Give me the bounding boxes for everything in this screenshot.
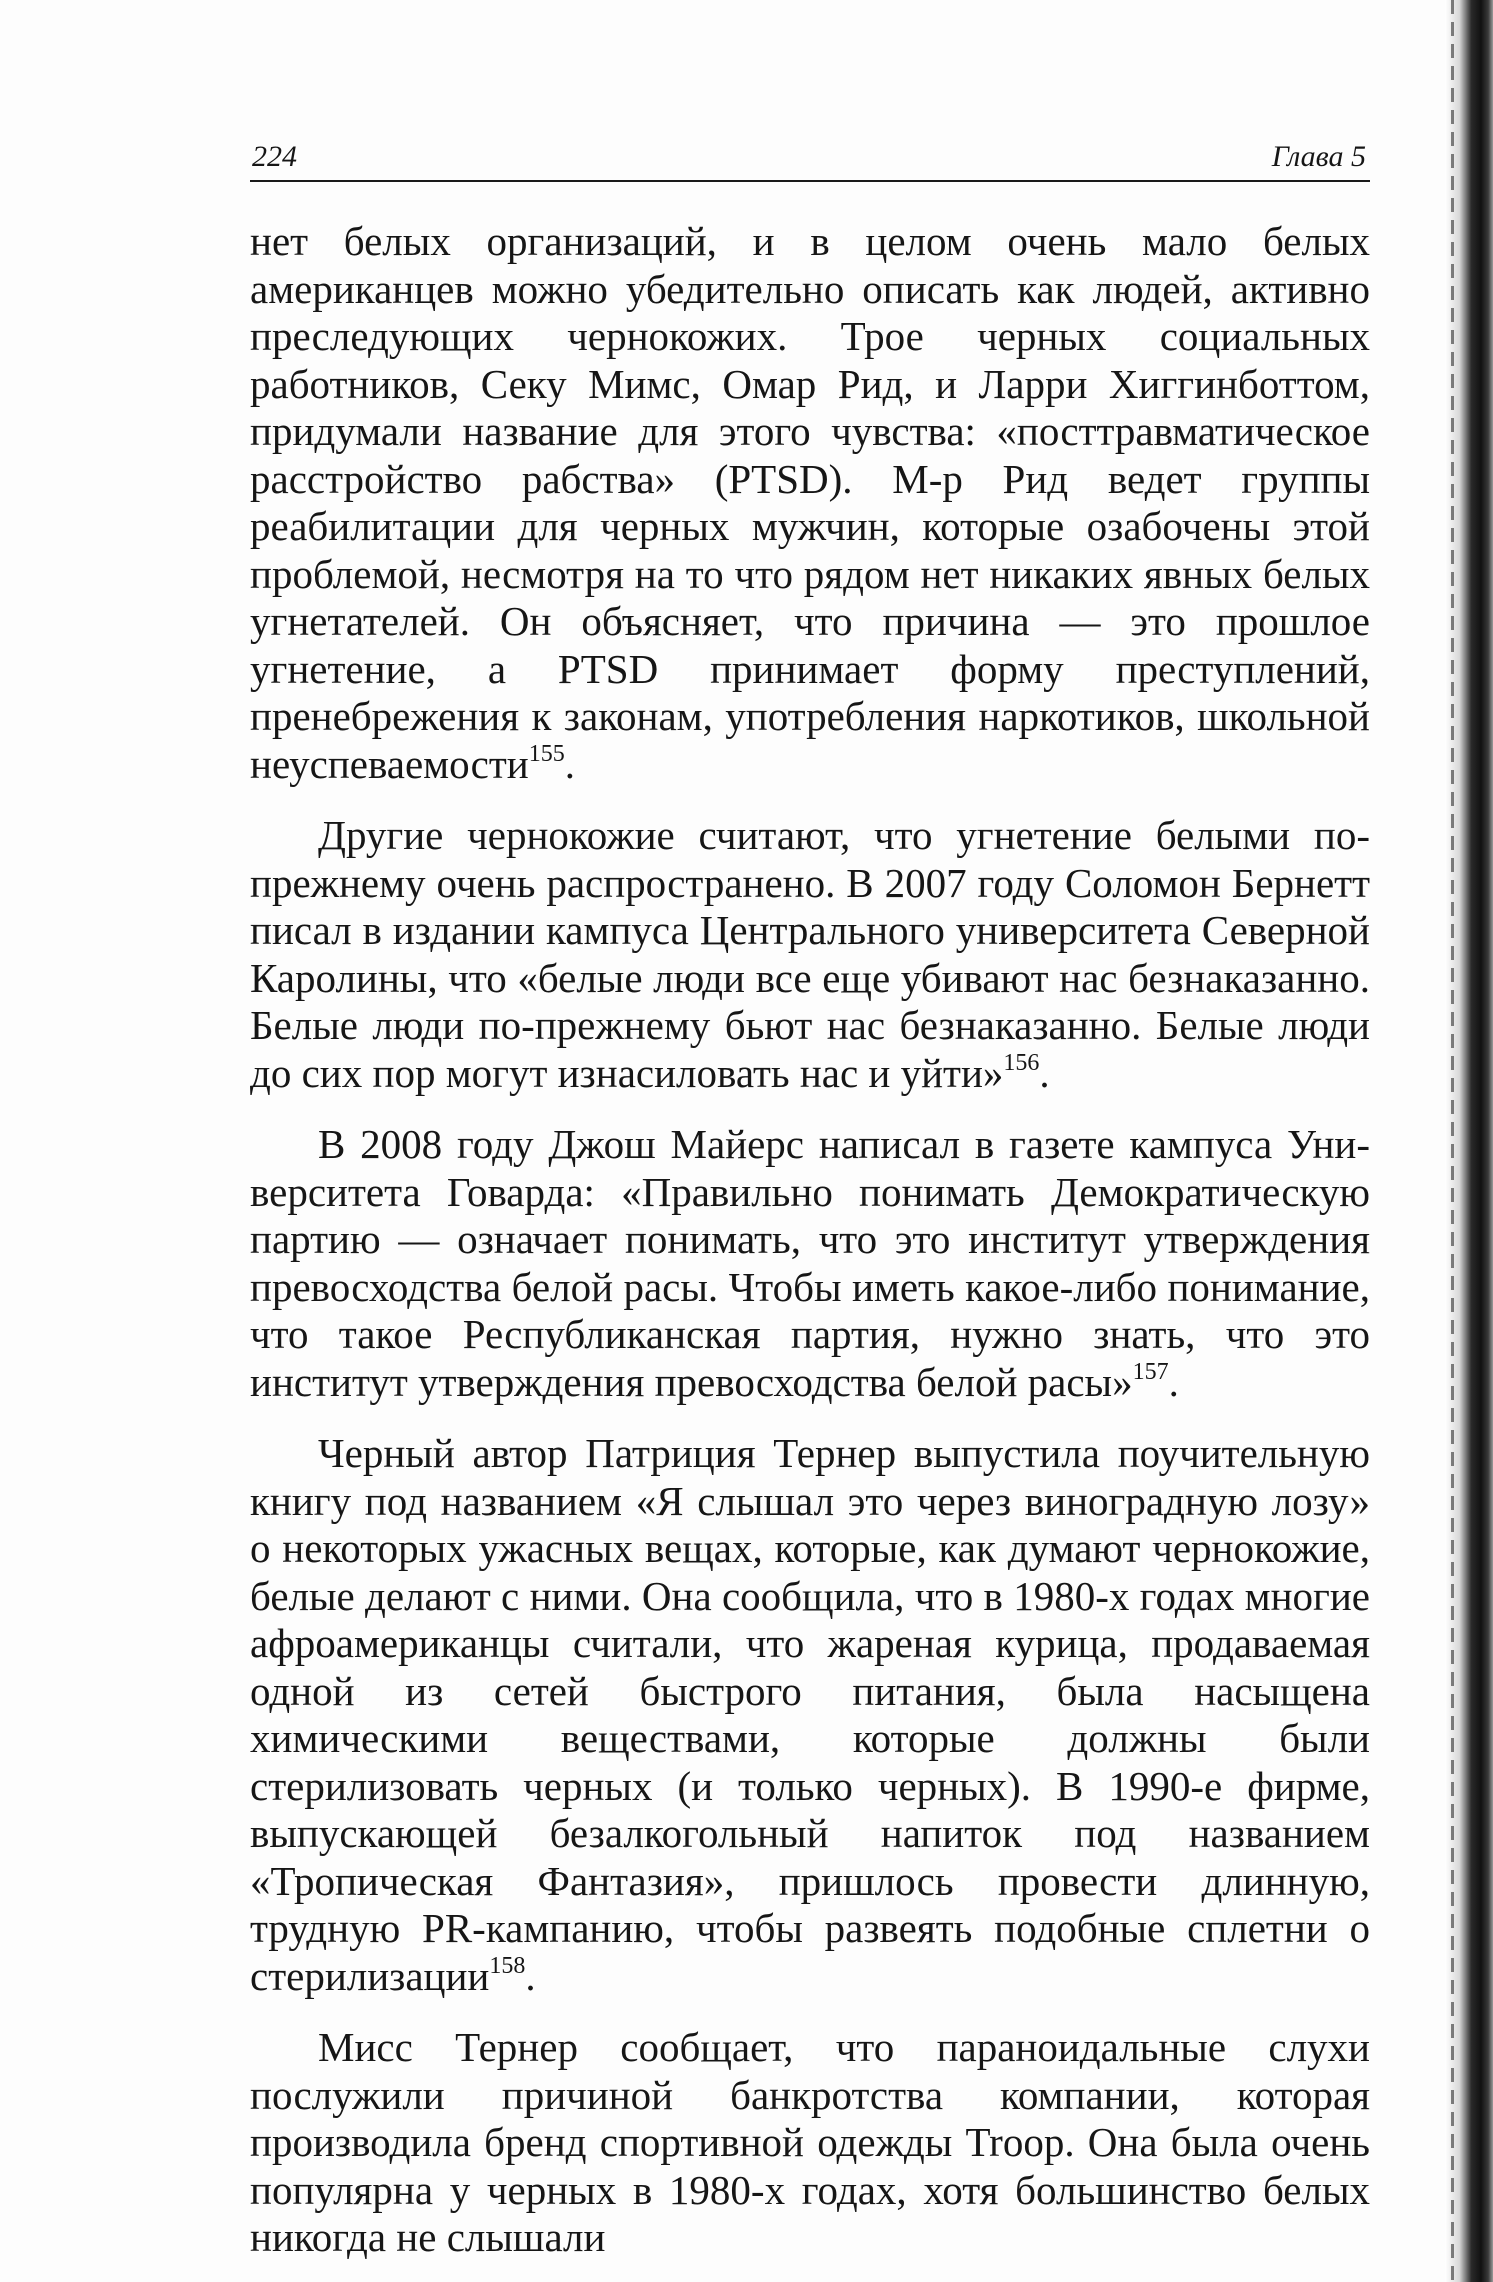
paragraph-text: Черный автор Патриция Тернер выпустила поучительную книгу под названием «Я слышал это через виноградную лозу» о некоторых ужасных вещах, которые, как думают чернокожие, белые делают с ними. Она сообщила, что в 1980-х годах многие афроамериканцы считали, что жареная курица, продаваемая одной из сетей быстрого питания, была насыщена химическими веществами, которые должны были стерилизовать черных (и только черных). В 1990-е фирме, выпускающей безалкогольный напиток под названием «Тропическая Фантазия», пришлось провести длинную, трудную PR-кампанию, чтобы развеять подобные сплетни о стерилизации bbox=[250, 1430, 1370, 1999]
paragraph bbox=[250, 1121, 1370, 1406]
body-text bbox=[250, 218, 1370, 2262]
footnote-ref: 156 bbox=[1003, 1049, 1040, 1076]
scan-edge-shadow bbox=[1445, 0, 1493, 2282]
page-number: 224 bbox=[252, 140, 297, 173]
paragraph bbox=[250, 218, 1370, 788]
footnote-ref: 158 bbox=[489, 1952, 526, 1979]
paragraph-end: . bbox=[1039, 1049, 1050, 1096]
page-header bbox=[250, 140, 1370, 182]
paragraph bbox=[250, 2024, 1370, 2262]
paragraph-text: Другие чернокожие считают, что угнетение белыми по-прежнему очень распространено. В 2007 году Соломон Бернетт писал в издании кампуса Центрального университета Северной Каролины, что «белые люди все еще убивают нас безнаказанно. Белые люди по-прежнему бьют нас безнаказанно. Белые люди до сих пор могут изнасиловать нас и уйти» bbox=[250, 812, 1370, 1096]
running-head: Глава 5 bbox=[1271, 140, 1366, 173]
paragraph-end: . bbox=[1168, 1358, 1179, 1405]
paragraph-end: . bbox=[525, 1952, 536, 1999]
paragraph-text: нет белых организаций, и в целом очень мало белых американцев можно убедительно описать как людей, активно преследующих чернокожих. Трое черных социальных работников, Секу Мимс, Омар Рид, и Ларри Хиггинботтом, придумали название для этого чувства: «посттравматическое расстройство рабства» (PTSD). М-р Рид ведет группы реабилитации для черных мужчин, которые озабочены этой проблемой, несмотря на то что рядом нет никаких явных белых угнетателей. Он объясняет, что причина — это прошлое угнетение, а PTSD принимает форму преступлений, пренебрежения к законам, употребления наркотиков, школьной неуспеваемости bbox=[250, 218, 1370, 787]
paragraph bbox=[250, 812, 1370, 1097]
footnote-ref: 157 bbox=[1132, 1358, 1169, 1385]
paragraph-text: В 2008 году Джош Майерс написал в газете кампуса Университета Говарда: «Правильно понимать Демократическую партию — означает понимать, что это институт утверждения превосходства белой расы. Чтобы иметь какое-либо понимание, что такое Республиканская партия, нужно знать, что это институт утверждения превосходства белой расы» bbox=[250, 1121, 1370, 1405]
paragraph-text: Мисс Тернер сообщает, что параноидальные слухи послужили причиной банкротства компании, которая производила бренд спортивной одежды Troop. Она была очень популярна у черных в 1980-х годах, хотя большинство белых никогда не слышали bbox=[250, 2024, 1370, 2260]
footnote-ref: 155 bbox=[528, 740, 565, 767]
paragraph bbox=[250, 1430, 1370, 2000]
paragraph-end: . bbox=[564, 740, 575, 787]
